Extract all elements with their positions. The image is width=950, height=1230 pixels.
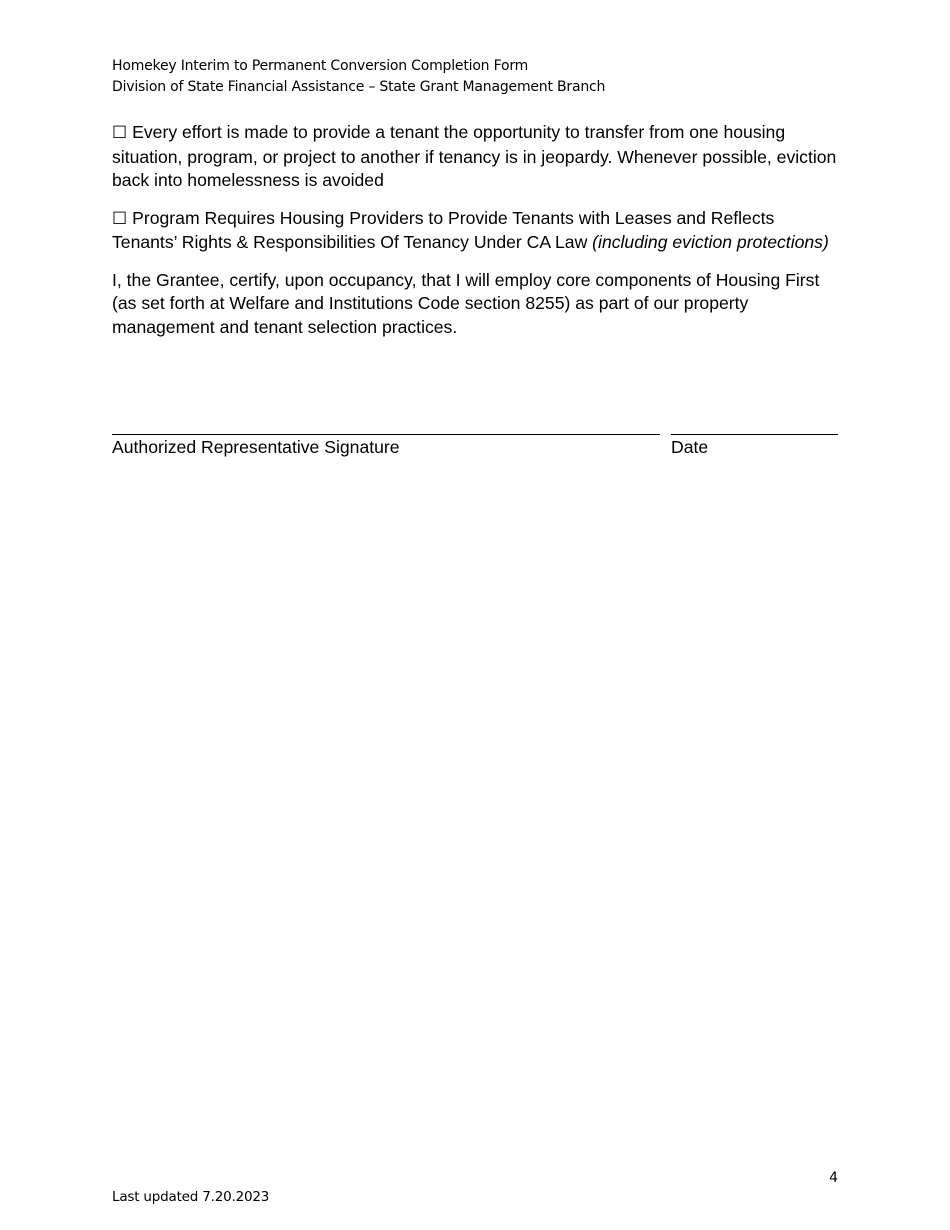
page-number: 4	[829, 1170, 838, 1186]
date-label: Date	[671, 437, 709, 457]
header-division: Division of State Financial Assistance – State Grant Management Branch	[112, 79, 606, 95]
checklist-item-leases-note: (including eviction protections)	[592, 232, 829, 252]
date-line[interactable]	[671, 434, 838, 435]
signature-label: Authorized Representative Signature	[112, 437, 400, 457]
checkbox-leases[interactable]: ☐	[112, 208, 128, 229]
signature-block	[112, 416, 840, 466]
checklist-item-transfer	[112, 121, 842, 193]
document-header	[112, 56, 605, 98]
checklist-item-leases-text: Program Requires Housing Providers to Provide Tenants with Leases and Reflects Tenants’ Rights & Responsibilities Of Tenancy Under CA Law	[112, 207, 775, 252]
certification-statement: I, the Grantee, certify, upon occupancy, that I will employ core components of Housing First (as set forth at Welfare and Institutions Code section 8255) as part of our property management and tenant selection practices.	[112, 269, 820, 337]
checklist-item-transfer-text: Every effort is made to provide a tenant the opportunity to transfer from one housing situation, program, or project to another if tenancy is in jeopardy. Whenever possible, eviction back into homelessness is avoided	[112, 122, 837, 190]
checklist-item-leases	[112, 207, 842, 255]
document-body	[112, 121, 842, 353]
footer-last-updated: Last updated 7.20.2023	[112, 1189, 270, 1205]
header-form-title: Homekey Interim to Permanent Conversion Completion Form	[112, 58, 529, 74]
signature-line[interactable]	[112, 434, 660, 435]
checkbox-transfer[interactable]: ☐	[112, 123, 128, 143]
